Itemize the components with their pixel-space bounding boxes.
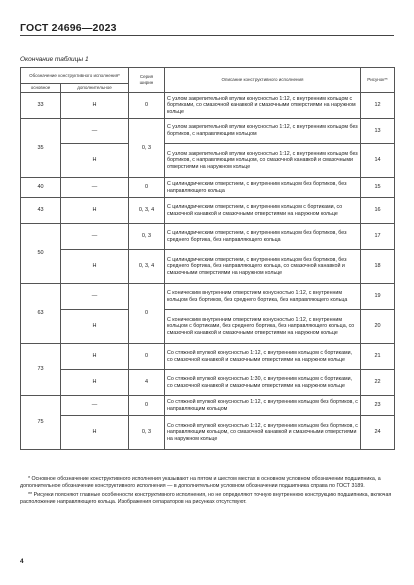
table-row (21, 344, 395, 370)
cell-additional: — (61, 178, 129, 198)
header-main: основное (21, 84, 61, 93)
cell-figure: 18 (361, 250, 395, 284)
cell-additional: Н (61, 198, 129, 224)
cell-additional: — (61, 119, 129, 144)
table-row (21, 250, 395, 284)
table-row (21, 396, 395, 416)
cell-main: 43 (21, 198, 61, 224)
cell-series: 0, 3 (129, 119, 165, 178)
cell-description: С цилиндрическим отверстием, с внутренним кольцом с бортиками, со смазочной канавкой и смазочными отверстиями на наружном кольце (165, 198, 361, 224)
header-figure: Рисунок** (361, 68, 395, 93)
header-series-line2: ширин (139, 80, 154, 85)
cell-main: 33 (21, 93, 61, 119)
table-row (21, 198, 395, 224)
cell-main: 63 (21, 284, 61, 344)
table-row (21, 284, 395, 310)
cell-description: С узлом закрепительной втулки конусностью 1:12, с внутренним кольцом без бортиков, с направляющим кольцом (165, 119, 361, 144)
header-series-line1: Серия (139, 74, 154, 80)
cell-series: 0 (129, 93, 165, 119)
cell-additional: Н (61, 144, 129, 178)
cell-additional: Н (61, 250, 129, 284)
cell-main: 40 (21, 178, 61, 198)
cell-description: Со стяжной втулкой конусностью 1:12, с внутренним кольцом без бортиков, с направляющим кольцом, со смазочной канавкой и смазочными отверстиями на наружном кольце (165, 416, 361, 450)
cell-figure: 14 (361, 144, 395, 178)
cell-series: 0, 3, 4 (129, 198, 165, 224)
cell-description: С коническим внутренним отверстием конусностью 1:12, с внутренним кольцом без бортиков, без среднего бортика, без направляющего кольца (165, 284, 361, 310)
table-row (21, 416, 395, 450)
cell-main: 73 (21, 344, 61, 396)
cell-description: С цилиндрическим отверстием, с внутренним кольцом без бортиков, без направляющего кольца (165, 178, 361, 198)
cell-main: 50 (21, 224, 61, 284)
table-row (21, 370, 395, 396)
cell-figure: 15 (361, 178, 395, 198)
table-row (21, 178, 395, 198)
cell-figure: 16 (361, 198, 395, 224)
cell-series: 0 (129, 178, 165, 198)
table-row (21, 93, 395, 119)
cell-series: 0 (129, 284, 165, 344)
table-row (21, 310, 395, 344)
table-row (21, 224, 395, 250)
cell-additional: — (61, 224, 129, 250)
cell-series: 0 (129, 396, 165, 416)
cell-figure: 13 (361, 119, 395, 144)
cell-figure: 20 (361, 310, 395, 344)
cell-series: 4 (129, 370, 165, 396)
footnote-designation: * Основное обозначение конструктивного исполнения указывают на пятом и шестом местах в основном условном обозначении подшипника, а дополнительное обозначение конструктивного исполнения — в дополнительном условном обозначении подшипника справа по ГОСТ 3189. (20, 476, 381, 489)
cell-description: Со стяжной втулкой конусностью 1:30, с внутренним кольцом с бортиками, со смазочной канавкой и смазочными отверстиями на наружном кольце (165, 370, 361, 396)
page-number: 4 (20, 558, 24, 565)
cell-figure: 12 (361, 93, 395, 119)
cell-additional: Н (61, 344, 129, 370)
cell-description: С цилиндрическим отверстием, с внутренним кольцом без бортиков, без среднего бортика, без направляющего кольца, со смазочной канавкой и смазочными отверстиями на наружном кольце (165, 250, 361, 284)
cell-additional: Н (61, 370, 129, 396)
table-row (21, 144, 395, 178)
cell-series: 0 (129, 344, 165, 370)
cell-additional: Н (61, 310, 129, 344)
table-continuation-caption: Окончание таблицы 1 (20, 56, 89, 63)
specification-table (20, 67, 395, 450)
header-designation-group: Обозначение конструктивного исполнения* (21, 68, 129, 84)
cell-description: Со стяжной втулкой конусностью 1:12, с внутренним кольцом с бортиками, со смазочной канавкой и смазочными отверстиями на наружном кольце (165, 344, 361, 370)
header-rule (20, 35, 394, 36)
cell-description: С узлом закрепительной втулки конусностью 1:12, с внутренним кольцом без бортиков, с направляющим кольцом, со смазочной канавкой и смазочными отверстиями на наружном кольце (165, 144, 361, 178)
cell-additional: Н (61, 416, 129, 450)
cell-description: Со стяжной втулкой конусностью 1:12, с внутренним кольцом без бортиков, с направляющим кольцом (165, 396, 361, 416)
cell-additional: Н (61, 93, 129, 119)
cell-figure: 23 (361, 396, 395, 416)
cell-figure: 24 (361, 416, 395, 450)
cell-additional: — (61, 284, 129, 310)
header-additional: дополнительное (61, 84, 129, 93)
header-series (129, 68, 165, 93)
table-row (21, 119, 395, 144)
cell-description: С коническим внутренним отверстием конусностью 1:12, с внутренним кольцом с бортиками, без среднего бортика, без направляющего кольца, со смазочной канавкой и смазочными отверстиями на наружном кольце (165, 310, 361, 344)
cell-additional: — (61, 396, 129, 416)
footnote-figures: ** Рисунки поясняют главные особенности конструктивного исполнения, но не определяют точную внутреннюю конструкцию подшипника, включая расположение направляющего кольца. Изображения сепараторов на рисунках отсутствуют. (20, 491, 392, 505)
page-title: ГОСТ 24696—2023 (20, 22, 117, 34)
cell-figure: 17 (361, 224, 395, 250)
cell-series: 0, 3, 4 (129, 250, 165, 284)
cell-main: 35 (21, 119, 61, 178)
cell-figure: 22 (361, 370, 395, 396)
cell-series: 0, 3 (129, 416, 165, 450)
cell-figure: 21 (361, 344, 395, 370)
header-description: Описание конструктивного исполнения (165, 68, 361, 93)
cell-figure: 19 (361, 284, 395, 310)
footnotes (20, 476, 394, 508)
cell-description: С цилиндрическим отверстием, с внутренним кольцом без бортиков, без среднего бортика, без направляющего кольца (165, 224, 361, 250)
cell-main: 75 (21, 396, 61, 450)
cell-description: С узлом закрепительной втулки конусностью 1:12, с внутренним кольцом с бортиками, со смазочной канавкой и смазочными отверстиями на наружном кольце (165, 93, 361, 119)
cell-series: 0, 3 (129, 224, 165, 250)
